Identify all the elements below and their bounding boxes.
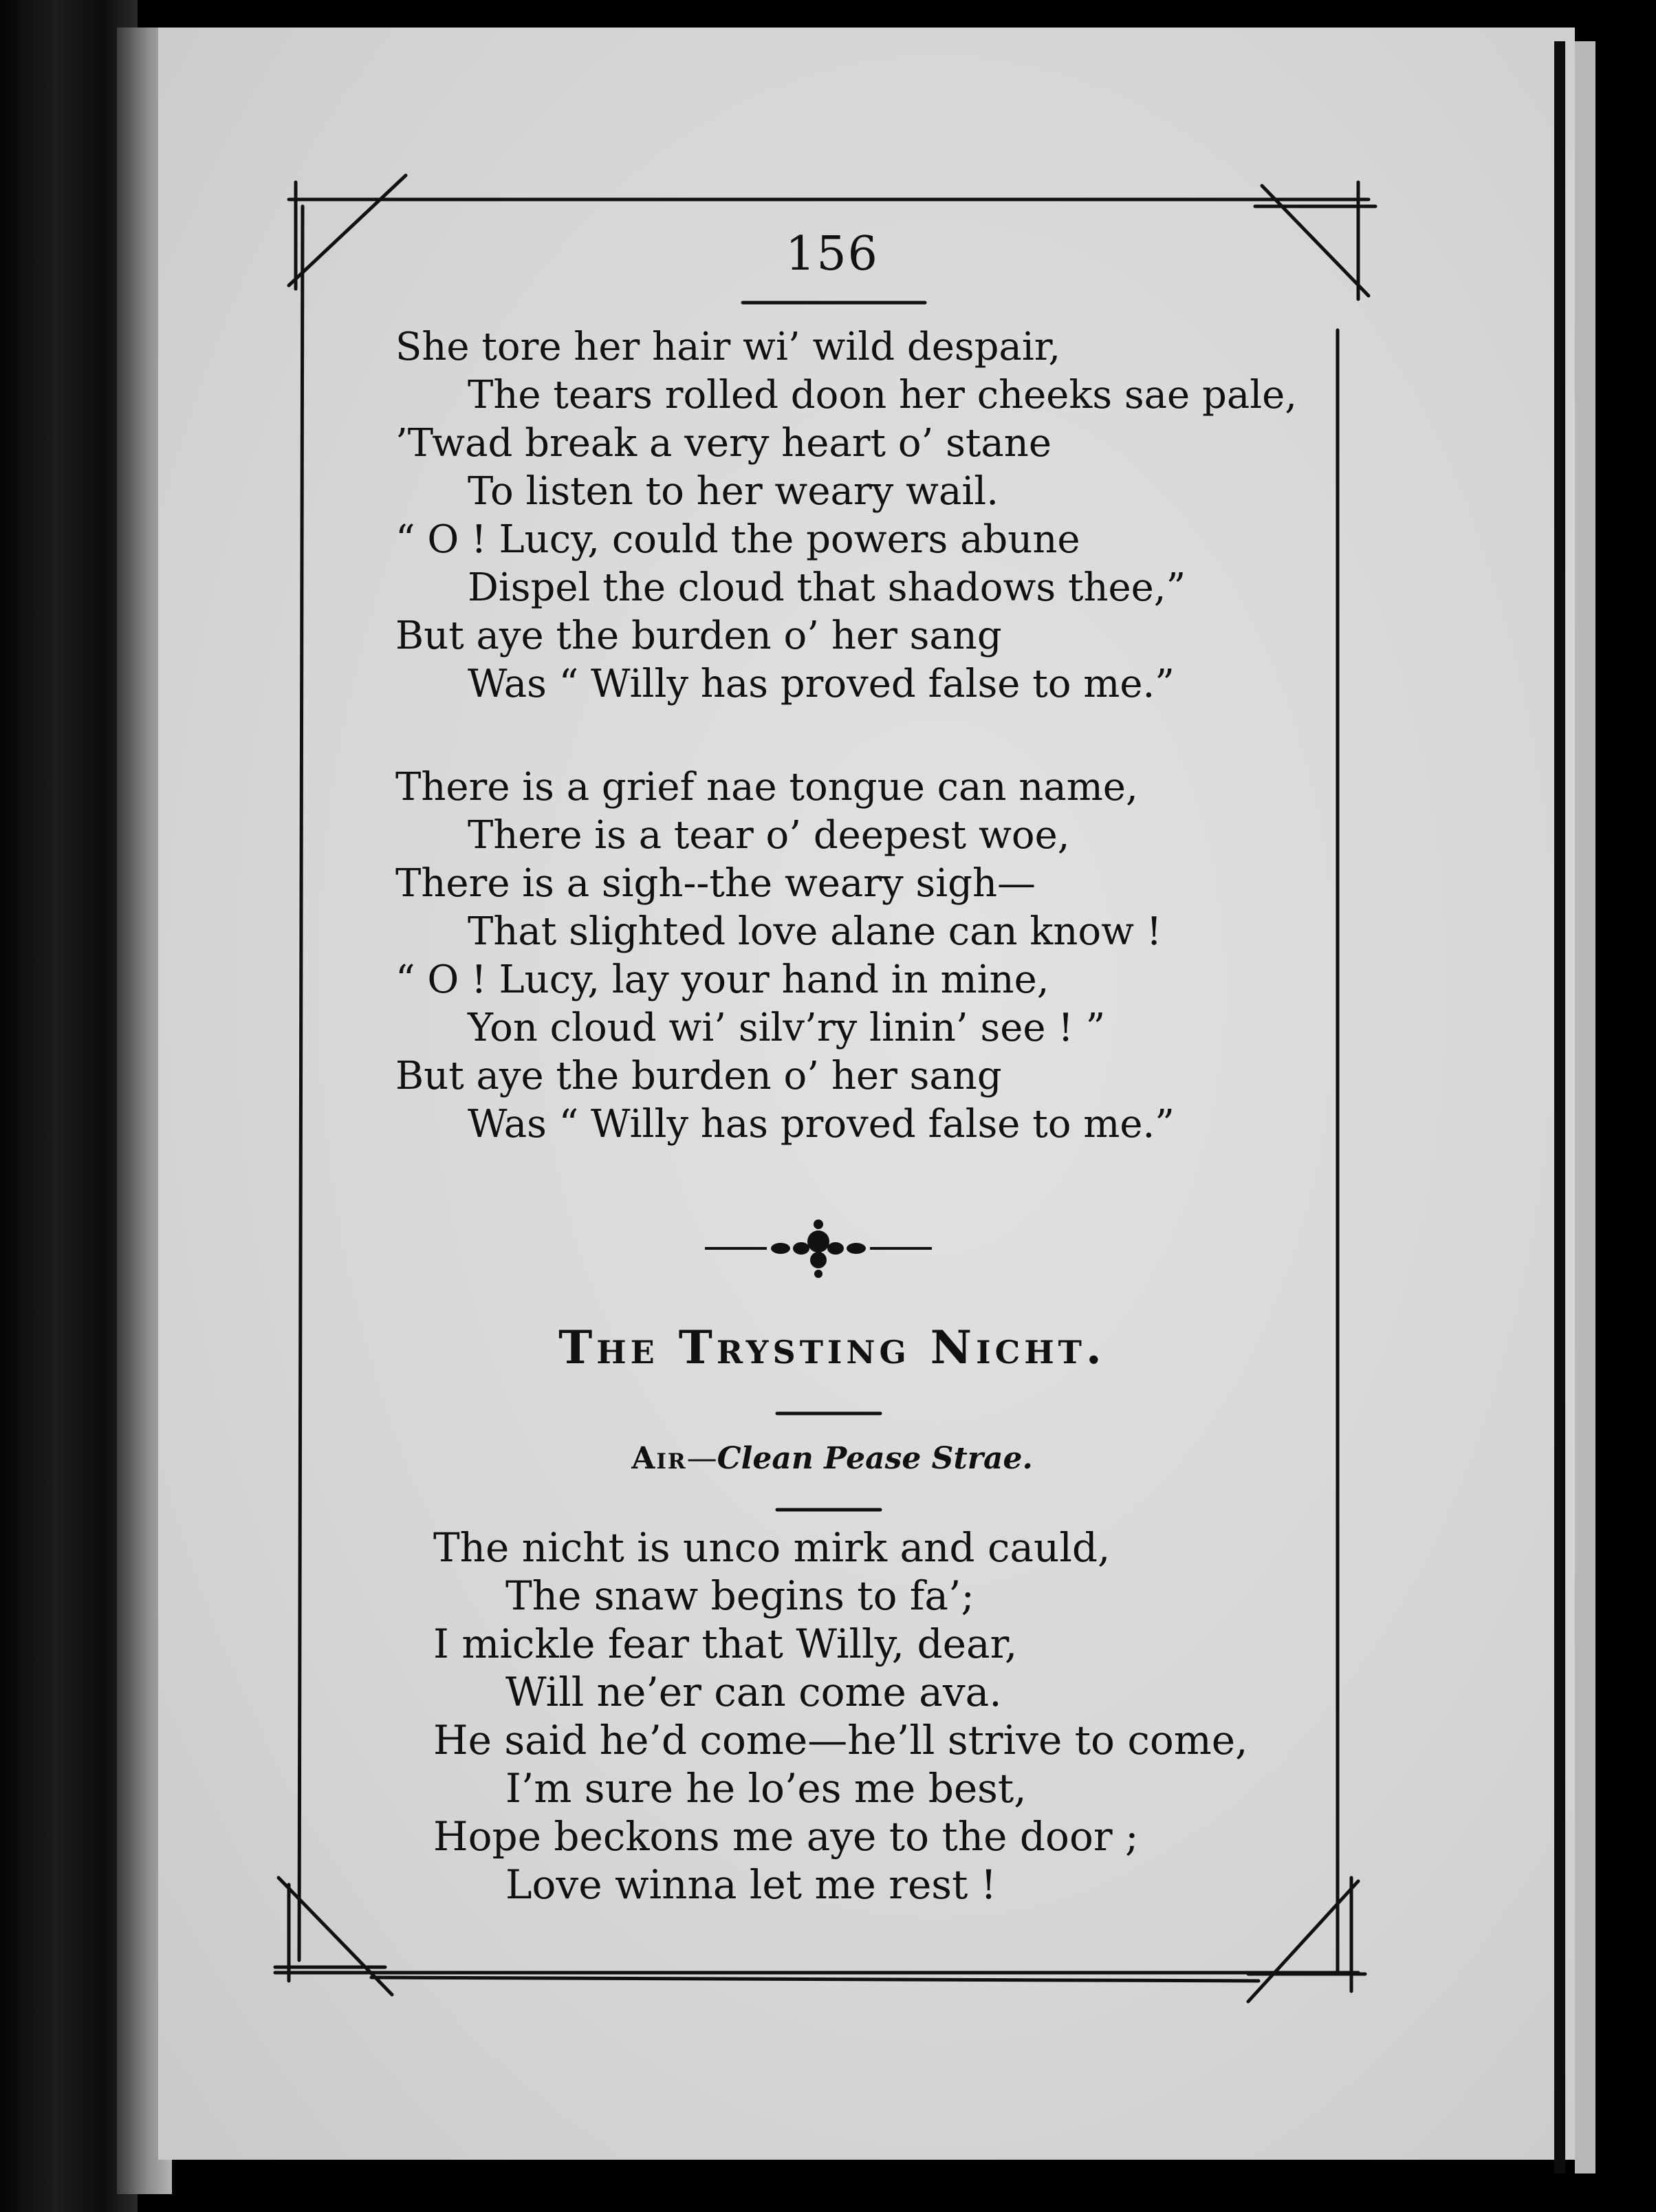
verse-line: The snaw begins to fa’; [505,1572,974,1619]
page-number: 156 [785,227,879,281]
verse-line: Hope beckons me aye to the door ; [433,1813,1139,1860]
verse-stanza-1 [395,323,1297,708]
verse-line: “ O ! Lucy, could the powers abune [395,517,1080,562]
verse-line: She tore her hair wi’ wild despair, [395,325,1061,369]
song-title: The Trysting Nicht. [558,1321,1106,1374]
verse-line: I’m sure he lo’es me best, [505,1765,1027,1812]
verse-line: I mickle fear that Willy, dear, [433,1620,1018,1667]
air-dash: — [686,1441,717,1476]
song-stanza-1 [433,1524,1248,1909]
verse-line: The nicht is unco mirk and cauld, [433,1524,1111,1571]
verse-line: But aye the burden o’ her sang [395,1054,1002,1098]
verse-line: There is a grief nae tongue can name, [395,765,1138,810]
verse-line: Was “ Willy has proved false to me.” [468,1102,1175,1147]
verse-line: He said he’d come—he’ll strive to come, [433,1717,1248,1764]
verse-line: ’Twad break a very heart o’ stane [395,421,1052,466]
air-attribution [481,1441,1183,1476]
verse-line: Dispel the cloud that shadows thee,” [468,565,1186,610]
verse-line: That slighted love alane can know ! [468,909,1162,954]
verse-line: There is a sigh--the weary sigh— [395,861,1036,906]
verse-stanza-2 [395,763,1175,1149]
air-label: Air [631,1441,687,1476]
verse-line: To listen to her weary wail. [468,469,999,514]
air-tune-name: Clean Pease Strae. [717,1441,1033,1476]
verse-line: The tears rolled doon her cheeks sae pale, [468,373,1298,418]
verse-line: Love winna let me rest ! [505,1861,997,1908]
verse-line: Was “ Willy has proved false to me.” [468,662,1175,706]
verse-line: “ O ! Lucy, lay your hand in mine, [395,957,1049,1002]
floral-ornament-icon [701,1217,935,1279]
verse-line: Will ne’er can come ava. [505,1669,1002,1715]
verse-line: There is a tear o’ deepest woe, [468,813,1070,858]
verse-line: But aye the burden o’ her sang [395,614,1002,658]
verse-line: Yon cloud wi’ silv’ry linin’ see ! ” [468,1006,1106,1050]
